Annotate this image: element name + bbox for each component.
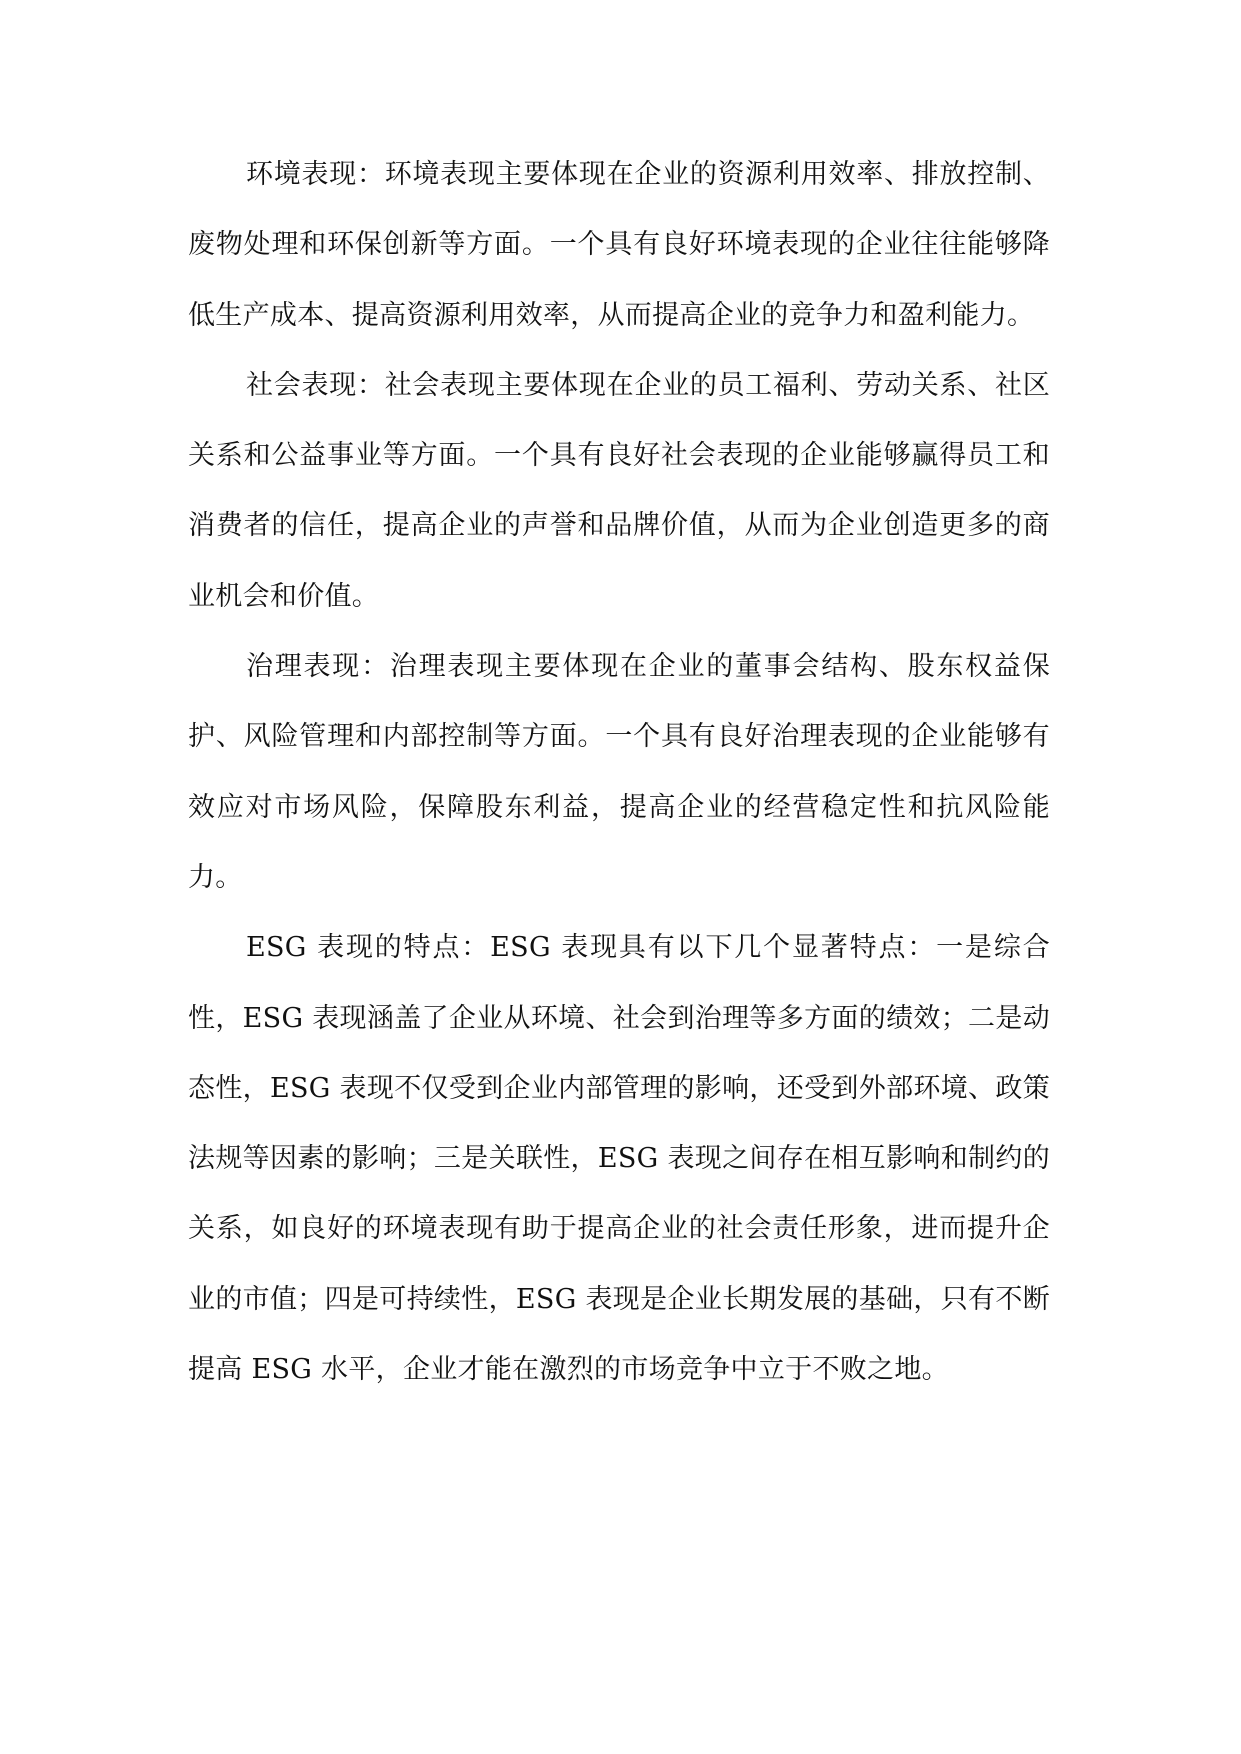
paragraph-environmental-performance: 环境表现：环境表现主要体现在企业的资源利用效率、排放控制、废物处理和环保创新等方面。一个具有良好环境表现的企业往往能够降低生产成本、提高资源利用效率，从而提高企业的竞争力和盈利能力。 xyxy=(188,159,1050,331)
paragraph-governance-performance: 治理表现：治理表现主要体现在企业的董事会结构、股东权益保护、风险管理和内部控制等方面。一个具有良好治理表现的企业能够有效应对市场风险，保障股东利益，提高企业的经营稳定性和抗风险能力。 xyxy=(188,651,1050,893)
paragraph-esg-characteristics: ESG 表现的特点：ESG 表现具有以下几个显著特点：一是综合性，ESG 表现涵盖了企业从环境、社会到治理等多方面的绩效；二是动态性，ESG 表现不仅受到企业内部管理的影响，还受到外部环境、政策法规等因素的影响；三是关联性，ESG 表现之间存在相互影响和制约的关系，如良好的环境表现有助于提高企业的社会责任形象，进而提升企业的市值；四是可持续性，ESG 表现是企业长期发展的基础，只有不断提高 ESG 水平，企业才能在激烈的市场竞争中立于不败之地。 xyxy=(188,932,1050,1386)
paragraph-social-performance: 社会表现：社会表现主要体现在企业的员工福利、劳动关系、社区关系和公益事业等方面。一个具有良好社会表现的企业能够赢得员工和消费者的信任，提高企业的声誉和品牌价值，从而为企业创造更多的商业机会和价值。 xyxy=(188,369,1050,612)
document-body xyxy=(188,140,1050,1405)
